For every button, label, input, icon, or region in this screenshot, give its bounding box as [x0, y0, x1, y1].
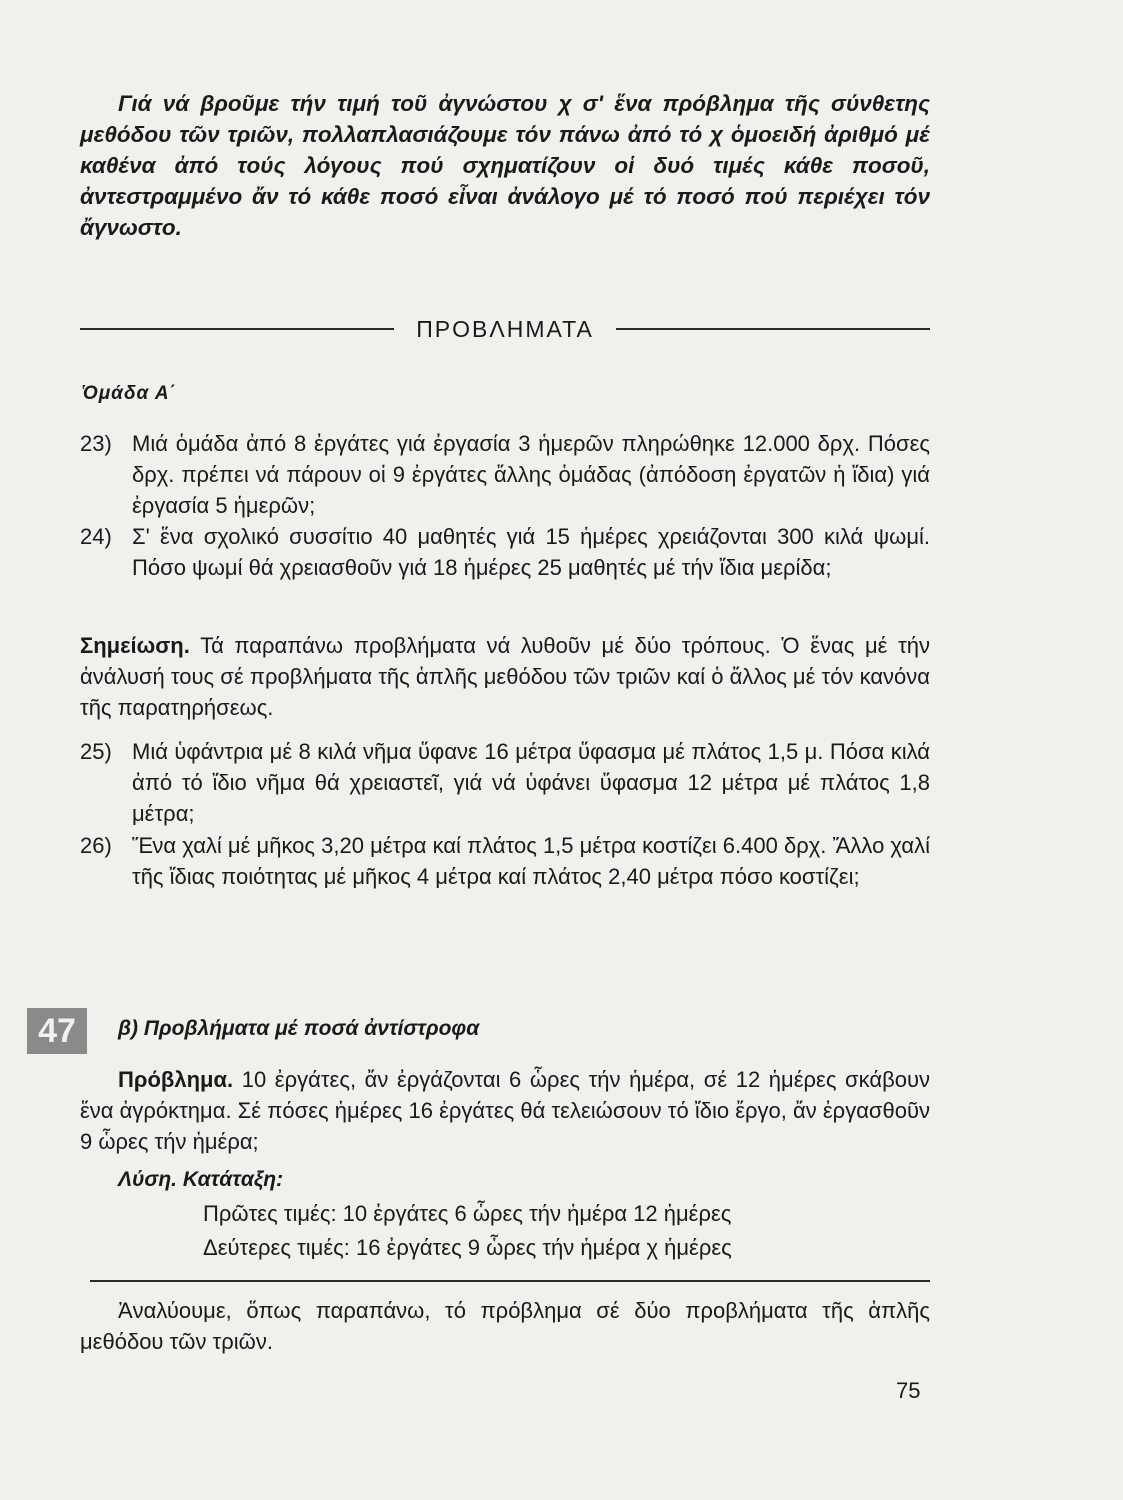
- problem-text: Μιά ὑφάντρια μέ 8 κιλά νῆμα ὕφανε 16 μέτρα ὕφασμα μέ πλάτος 1,5 μ. Πόσα κιλά ἀπό τό ἴδιο νῆμα θά χρειαστεῖ, γιά νά ὑφάνει ὕφασμα 12 μέτρα μέ πλάτος 1,8 μέτρα;: [132, 739, 930, 826]
- intro-rule-paragraph: Γιά νά βροῦμε τήν τιμή τοῦ ἀγνώστου χ σ' ἕνα πρόβλημα τῆς σύνθετης μεθόδου τῶν τριῶν, πολλαπλασιάζουμε τόν πάνω ἀπό τό χ ὁμοειδή ἀριθμό μέ καθένα ἀπό τούς λόγους πού σχηματίζουν οἱ δυό τιμές κάθε ποσοῦ, ἀντεστραμμένο ἄν τό κάθε ποσό εἶναι ἀνάλογο μέ τό ποσό πού περιέχει τόν ἄγνωστο.: [80, 91, 930, 240]
- problem-24: [80, 521, 930, 583]
- main-problem: [80, 1064, 930, 1157]
- problem-26: [80, 830, 930, 892]
- section-number-badge: 47: [27, 1008, 87, 1054]
- problem-number: 24): [80, 524, 112, 549]
- problem-text: Σ' ἕνα σχολικό συσσίτιο 40 μαθητές γιά 15 ἡμέρες χρειάζονται 300 κιλά ψωμί. Πόσο ψωμί θά χρειασθοῦν γιά 18 ἡμέρες 25 μαθητές μέ τήν ἴδια μερίδα;: [132, 524, 930, 580]
- note-label: Σημείωση.: [80, 633, 190, 658]
- final-paragraph: Ἀναλύουμε, ὅπως παραπάνω, τό πρόβλημα σέ δύο προβλήματα τῆς ἁπλῆς μεθόδου τῶν τριῶν.: [80, 1298, 930, 1354]
- arrangement-second-values: Δεύτερες τιμές: 16 ἐργάτες 9 ὧρες τήν ἡμέρα χ ἡμέρες: [203, 1235, 732, 1260]
- section-title: ΠΡΟΒΛΗΜΑΤΑ: [416, 315, 594, 342]
- arrangement-first-values: Πρῶτες τιμές: 10 ἐργάτες 6 ὧρες τήν ἡμέρα 12 ἡμέρες: [203, 1201, 732, 1226]
- solution-label: Λύση. Κατάταξη:: [118, 1168, 284, 1191]
- problem-number: 23): [80, 431, 112, 456]
- group-label: Ὁμάδα Α΄: [82, 383, 177, 404]
- problem-23: [80, 428, 930, 521]
- divider-rule: [90, 1280, 930, 1282]
- section-header: [80, 312, 930, 346]
- problem-number: 26): [80, 833, 112, 858]
- main-problem-text: 10 ἐργάτες, ἄν ἐργάζονται 6 ὧρες τήν ἡμέρα, σέ 12 ἡμέρες σκάβουν ἕνα ἀγρόκτημα. Σέ πόσες ἡμέρες 16 ἐργάτες θά τελειώσουν τό ἴδιο ἔργο, ἄν ἐργασθοῦν 9 ὧρες τήν ἡμέρα;: [80, 1067, 930, 1154]
- section-rule-left: [80, 328, 394, 330]
- page-number: 75: [896, 1378, 921, 1403]
- problem-text: Μιά ὁμάδα ἀπό 8 ἐργάτες γιά ἐργασία 3 ἡμερῶν πληρώθηκε 12.000 δρχ. Πόσες δρχ. πρέπει νά πάρουν οἱ 9 ἐργάτες ἄλλης ὁμάδας (ἀπόδοση ἐργατῶν ἡ ἴδια) γιά ἐργασία 5 ἡμερῶν;: [132, 431, 930, 518]
- subheading: β) Προβλήματα μέ ποσά ἀντίστροφα: [118, 1017, 480, 1040]
- note-text: Τά παραπάνω προβλήματα νά λυθοῦν μέ δύο τρόπους. Ὁ ἕνας μέ τήν ἀνάλυσή τους σέ προβλήματα τῆς ἁπλῆς μεθόδου τῶν τριῶν καί ὁ ἄλλος μέ τόν κανόνα τῆς παρατηρήσεως.: [80, 633, 930, 720]
- main-problem-label: Πρόβλημα.: [118, 1067, 234, 1092]
- problem-number: 25): [80, 739, 112, 764]
- note-paragraph: [80, 630, 930, 723]
- problem-25: [80, 736, 930, 829]
- problem-text: Ἕνα χαλί μέ μῆκος 3,20 μέτρα καί πλάτος 1,5 μέτρα κοστίζει 6.400 δρχ. Ἄλλο χαλί τῆς ἴδιας ποιότητας μέ μῆκος 4 μέτρα καί πλάτος 2,40 μέτρα πόσο κοστίζει;: [132, 833, 930, 889]
- section-rule-right: [616, 328, 930, 330]
